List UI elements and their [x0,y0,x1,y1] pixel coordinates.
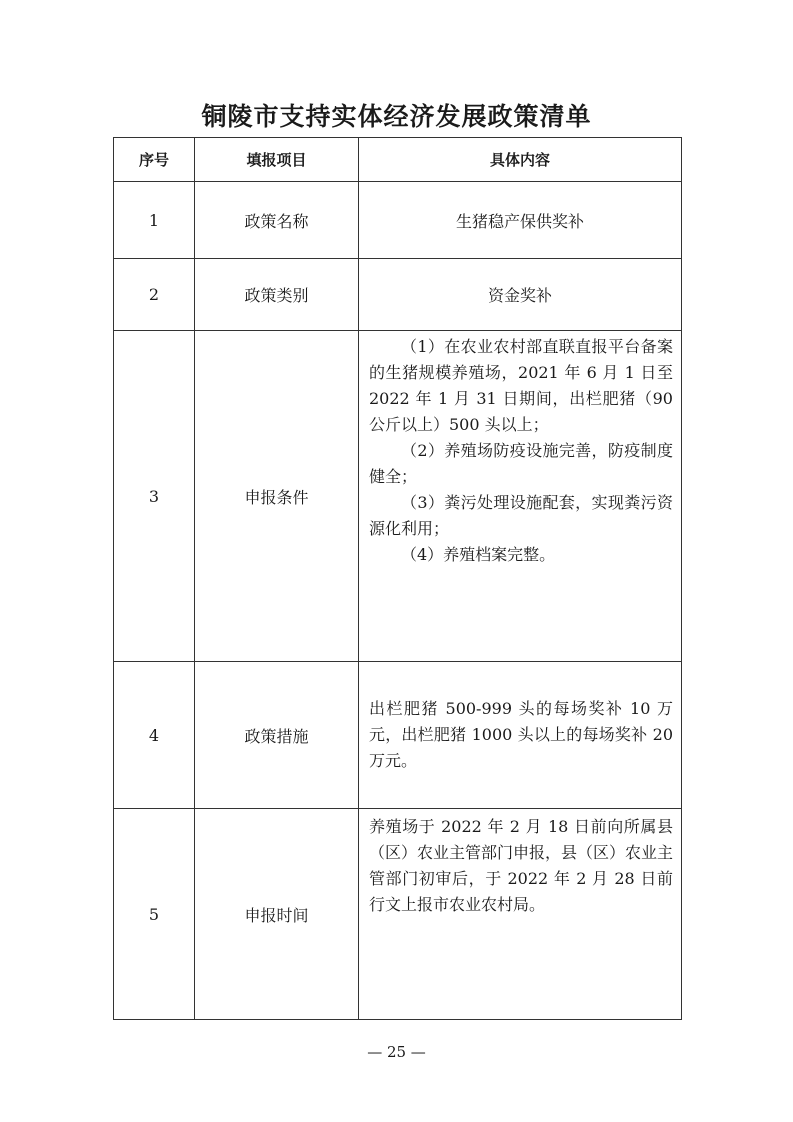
row-content [359,809,682,1020]
content-paragraph: （2）养殖场防疫设施完善，防疫制度健全； [369,441,673,486]
row-item: 政策措施 [195,662,359,809]
policy-table [113,137,682,1020]
content-paragraph: 出栏肥猪 500-999 头的每场奖补 10 万元，出栏肥猪 1000 头以上的每场奖补 20 万元。 [369,699,673,770]
content-paragraph: （4）养殖档案完整。 [401,545,556,564]
content-paragraph: （1）在农业农村部直联直报平台备案的生猪规模养殖场，2021 年 6 月 1 日至 2022 年 1 月 31 日期间，出栏肥猪（90 公斤以上）500 头以上； [369,337,673,434]
table-row [114,259,682,331]
content-paragraph: （3）粪污处理设施配套，实现粪污资源化利用； [369,493,673,538]
table-row [114,182,682,259]
page-number: — 25 — [367,1043,426,1061]
row-item: 申报条件 [195,331,359,662]
table-row [114,331,682,662]
row-content [359,259,682,331]
row-content [359,662,682,809]
row-number: 5 [114,809,195,1020]
header-no: 序号 [114,138,195,182]
table-header-row [114,138,682,182]
row-item: 申报时间 [195,809,359,1020]
content-paragraph: 资金奖补 [487,286,552,305]
row-item: 政策名称 [195,182,359,259]
table-row [114,662,682,809]
content-paragraph: 生猪稳产保供奖补 [455,211,584,231]
table-row [114,809,682,1020]
content-paragraph: 养殖场于 2022 年 2 月 18 日前向所属县（区）农业主管部门申报，县（区）农业主管部门初审后，于 2022 年 2 月 28 日前行文上报市农业农村局。 [369,817,674,914]
header-content: 具体内容 [359,138,682,182]
document-title: 铜陵市支持实体经济发展政策清单 [201,102,592,131]
row-number: 1 [114,182,195,259]
row-content [359,331,682,662]
row-item: 政策类别 [195,259,359,331]
row-number: 2 [114,259,195,331]
header-item: 填报项目 [195,138,359,182]
row-number: 3 [114,331,195,662]
row-content [359,182,682,259]
row-number: 4 [114,662,195,809]
